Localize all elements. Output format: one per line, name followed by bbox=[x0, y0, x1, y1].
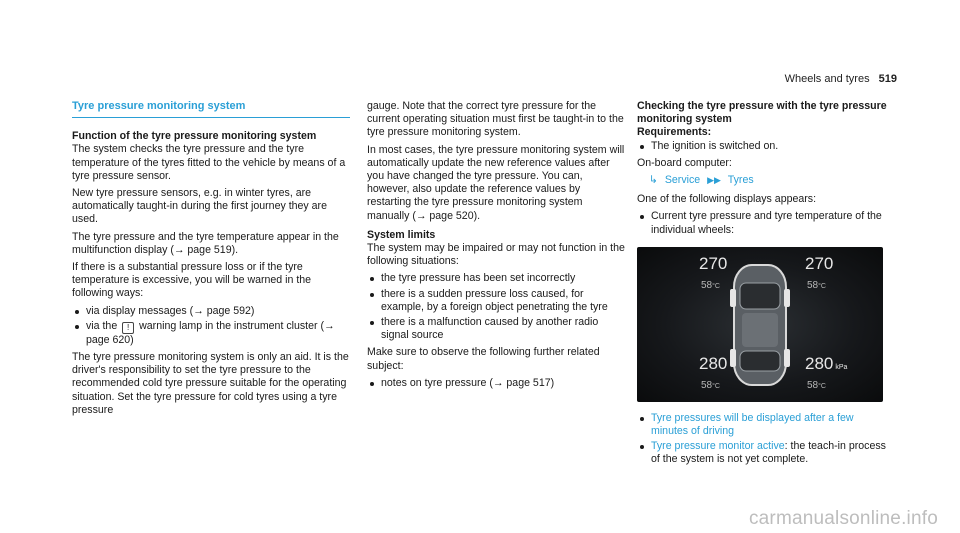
list-item: there is a sudden pressure loss caused, for example, by a foreign object penetrating the tyre bbox=[367, 288, 627, 314]
paragraph: One of the following displays appears: bbox=[637, 193, 817, 206]
column-left bbox=[72, 100, 350, 421]
heading-system-limits: System limits bbox=[367, 228, 436, 241]
list-item bbox=[72, 320, 350, 347]
onboard-label: On-board computer: bbox=[637, 156, 732, 169]
paragraph: gauge. Note that the correct tyre pressure for the current operating situation must first be taught-in to the tyre pressure monitoring system. bbox=[367, 100, 624, 139]
menu-item-tyres[interactable]: Tyres bbox=[727, 174, 754, 187]
limits-list bbox=[367, 272, 627, 342]
temp-value: 58 bbox=[807, 279, 819, 291]
double-chevron-icon: ▶▶ bbox=[707, 175, 721, 186]
list-item: notes on tyre pressure (→ page 517) bbox=[367, 377, 627, 390]
paragraph: New tyre pressure sensors, e.g. in winter tyres, are automatically taught-in during the first journey they are used. bbox=[72, 187, 327, 226]
rear-right-temp bbox=[807, 379, 826, 393]
column-middle bbox=[367, 100, 627, 394]
front-right-temp bbox=[807, 279, 826, 293]
list-item-text: via the bbox=[86, 319, 118, 332]
page-number: 519 bbox=[878, 73, 897, 85]
list-item: Current tyre pressure and tyre temperature of the individual wheels: bbox=[637, 210, 889, 236]
list-item: the tyre pressure has been set incorrectly bbox=[367, 272, 627, 285]
list-item-text: via display messages (→ page 592) bbox=[86, 304, 255, 317]
paragraph: The tyre pressure and the tyre temperature appear in the multifunction display (→ page 519). bbox=[72, 230, 339, 256]
car-top-view-icon bbox=[728, 261, 792, 389]
list-item: there is a malfunction caused by another radio signal source bbox=[367, 316, 627, 342]
heading-function: Function of the tyre pressure monitoring system bbox=[72, 130, 317, 143]
temp-unit: °C bbox=[712, 382, 720, 390]
requirements-label: Requirements: bbox=[637, 126, 712, 139]
paragraph: The system may be impaired or may not function in the following situations: bbox=[367, 242, 625, 268]
watermark-logo: carmanualsonline.info bbox=[748, 507, 938, 529]
temp-value: 58 bbox=[807, 379, 819, 391]
list-item: The ignition is switched on. bbox=[637, 140, 889, 153]
list-item bbox=[637, 440, 889, 466]
display-list bbox=[637, 210, 889, 236]
temp-value: 58 bbox=[701, 279, 713, 291]
menu-item-service[interactable]: Service bbox=[664, 174, 701, 187]
header-section: Wheels and tyres bbox=[784, 73, 870, 85]
pressure-value: 280 bbox=[805, 353, 834, 373]
paragraph: In most cases, the tyre pressure monitoring system will automatically update the new reference values after you have changed the tyre pressure. You can, however, also update the reference values by restarting the tyre pressure monitoring system manually (→ page 520). bbox=[367, 143, 625, 222]
status-message: Tyre pressure monitor active bbox=[651, 440, 785, 453]
requirements-list bbox=[637, 140, 889, 153]
temp-unit: °C bbox=[712, 282, 720, 290]
rear-left-pressure: 280 bbox=[699, 353, 728, 373]
paragraph: The system checks the tyre pressure and the tyre temperature of the tyres fitted to the vehicle by means of a tyre pressure sensor. bbox=[72, 143, 346, 182]
front-left-temp bbox=[701, 279, 720, 293]
status-list bbox=[637, 412, 889, 467]
list-item-text: warning lamp in the instrument cluster (→ page 620) bbox=[86, 319, 335, 346]
paragraph: Make sure to observe the following further related subject: bbox=[367, 346, 600, 372]
page-header bbox=[785, 73, 897, 86]
front-left-pressure: 270 bbox=[699, 253, 728, 273]
temp-value: 58 bbox=[701, 379, 713, 391]
pressure-unit: kPa bbox=[835, 363, 848, 371]
temp-unit: °C bbox=[818, 382, 826, 390]
temp-unit: °C bbox=[818, 282, 826, 290]
column-right bbox=[637, 100, 889, 471]
paragraph: The tyre pressure monitoring system is only an aid. It is the driver's responsibility to set the tyre pressure to the recommended cold tyre pressure suitable for the operating situation. Set the tyre pressure for cold tyres using a tyre pressure bbox=[72, 351, 349, 416]
related-list bbox=[367, 377, 627, 390]
menu-arrow-icon: ↳ bbox=[649, 174, 658, 187]
menu-path bbox=[649, 174, 889, 187]
tyre-warning-lamp-icon: ! bbox=[122, 322, 134, 334]
front-right-pressure: 270 bbox=[805, 253, 834, 273]
heading-checking: Checking the tyre pressure with the tyre pressure monitoring system bbox=[637, 100, 887, 126]
list-item bbox=[72, 305, 350, 318]
tyre-pressure-display bbox=[637, 247, 883, 402]
list-item-text: : the teach-in process of the system is not yet complete. bbox=[651, 440, 886, 466]
rear-right-pressure bbox=[805, 353, 848, 374]
paragraph: If there is a substantial pressure loss or if the tyre temperature is excessive, you will be warned in the following ways: bbox=[72, 261, 312, 300]
list-item: Tyre pressures will be displayed after a few minutes of driving bbox=[637, 412, 889, 438]
warning-list bbox=[72, 305, 350, 347]
rear-left-temp bbox=[701, 379, 720, 393]
section-title: Tyre pressure monitoring system bbox=[72, 100, 350, 118]
